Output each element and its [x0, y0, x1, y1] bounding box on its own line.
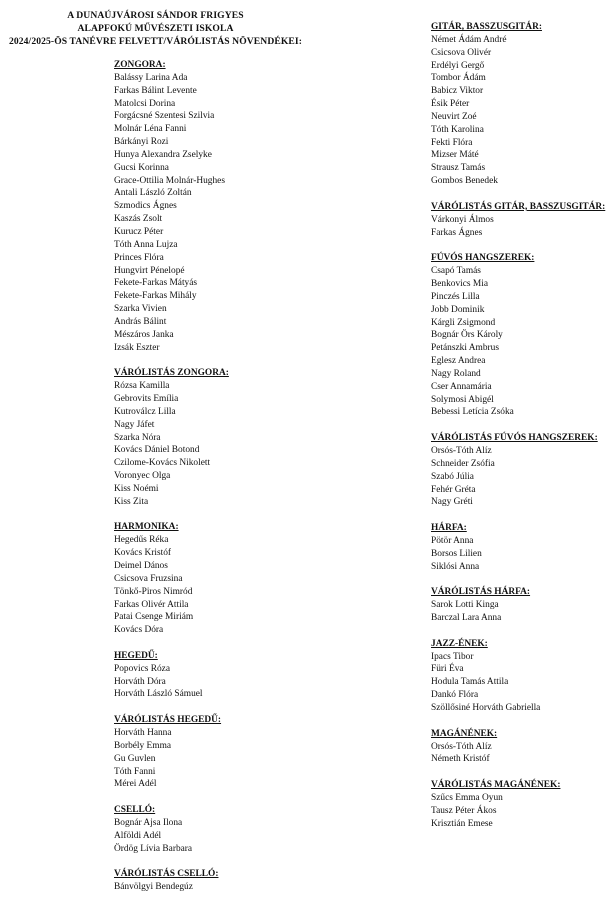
- student-name: Gu Guvlen: [114, 753, 156, 764]
- section-title: JAZZ-ÉNEK:: [431, 638, 488, 649]
- student-name: Ésik Péter: [431, 99, 470, 110]
- student-name: Princes Flóra: [114, 252, 164, 263]
- student-name: Hunya Alexandra Zselyke: [114, 149, 212, 160]
- student-list: [431, 599, 609, 625]
- student-name: Barczal Lara Anna: [431, 613, 502, 624]
- left-column: [114, 59, 314, 894]
- student-name: Szöllősiné Horváth Gabriella: [431, 703, 541, 713]
- student-name: Cser Annamária: [431, 381, 492, 392]
- document-header: [8, 9, 303, 48]
- student-list: [114, 727, 314, 791]
- section-zongora: [114, 59, 314, 354]
- student-name: Gebrovits Emília: [114, 393, 179, 404]
- section-varolistas-harfa: [431, 586, 609, 625]
- student-list: [114, 881, 314, 894]
- section-title: VÁRÓLISTÁS MAGÁNÉNEK:: [431, 780, 561, 791]
- student-name: Farkas Bálint Levente: [114, 85, 197, 96]
- student-name: Bognár Ajsa Ilona: [114, 818, 183, 829]
- section-varolistas-fuvos-hangszerek: [431, 432, 609, 509]
- student-name: Borbély Emma: [114, 740, 172, 751]
- student-list: [114, 72, 314, 355]
- student-name: Horváth Hanna: [114, 728, 172, 739]
- student-name: Kiss Zita: [114, 496, 149, 507]
- section-hegedu: [114, 650, 314, 701]
- student-name: Forgácsné Szentesi Szilvia: [114, 111, 215, 122]
- student-name: Kárgli Zsigmond: [431, 317, 496, 328]
- student-name: Tóth Anna Lujza: [114, 239, 178, 250]
- student-name: Siklósi Anna: [431, 561, 480, 572]
- student-name: Várkonyi Álmos: [431, 214, 494, 225]
- student-name: Szarka Nóra: [114, 432, 161, 443]
- header-list-title: 2024/2025-ÖS TANÉVRE FELVETT/VÁRÓLISTÁS NÖVENDÉKEI:: [8, 36, 303, 47]
- section-harmonika: [114, 521, 314, 637]
- student-name: Czilome-Kovács Nikolett: [114, 458, 211, 469]
- student-name: Balássy Larina Ada: [114, 72, 188, 83]
- section-varolistas-maganenek: [431, 779, 609, 830]
- section-title: VÁRÓLISTÁS ZONGORA:: [114, 368, 229, 379]
- student-name: Fekti Flóra: [431, 137, 473, 148]
- section-jazz-enek: [431, 638, 609, 715]
- section-csello: [114, 804, 314, 855]
- student-name: Bánvölgyi Bendegúz: [114, 882, 193, 893]
- section-title: MAGÁNÉNEK:: [431, 728, 498, 739]
- student-list: [431, 34, 609, 188]
- student-name: Szarka Vivien: [114, 304, 167, 315]
- student-list: [431, 741, 609, 767]
- section-title: VÁRÓLISTÁS FÚVÓS HANGSZEREK:: [431, 433, 598, 444]
- header-school-city: A DUNAÚJVÁROSI SÁNDOR FRIGYES: [67, 10, 244, 21]
- student-list: [114, 380, 314, 508]
- student-name: Fekete-Farkas Mihály: [114, 291, 197, 302]
- student-name: Jobb Dominik: [431, 304, 485, 315]
- student-name: Horváth Dóra: [114, 676, 166, 687]
- student-name: Ördög Lívia Barbara: [114, 843, 193, 854]
- student-name: Füri Éva: [431, 664, 464, 675]
- student-list: [114, 663, 314, 702]
- student-name: Erdélyi Gergő: [431, 60, 485, 71]
- student-name: Schneider Zsófia: [431, 458, 495, 469]
- section-fuvos-hangszerek: [431, 252, 609, 419]
- student-list: [431, 792, 609, 831]
- student-name: Gucsi Korinna: [114, 162, 169, 173]
- section-varolistas-hegedu: [114, 714, 314, 791]
- student-name: Csicsova Olivér: [431, 47, 492, 58]
- student-name: Nagy Roland: [431, 368, 481, 379]
- student-name: Kovács Dániel Botond: [114, 445, 200, 456]
- student-list: [431, 265, 609, 419]
- student-list: [114, 534, 314, 637]
- student-name: Nagy Jáfet: [114, 419, 155, 430]
- student-name: Farkas Ágnes: [431, 227, 483, 238]
- section-title: VÁRÓLISTÁS CSELLÓ:: [114, 869, 219, 880]
- section-title: HARMONIKA:: [114, 522, 179, 533]
- student-name: Mészáros Janka: [114, 329, 174, 340]
- student-name: Kaszás Zsolt: [114, 214, 163, 225]
- student-list: [431, 651, 609, 715]
- student-name: Bognár Örs Károly: [431, 330, 503, 341]
- student-name: Kiss Noémi: [114, 483, 159, 494]
- student-name: Dankó Flóra: [431, 690, 479, 701]
- student-name: Pötör Anna: [431, 535, 474, 546]
- student-name: Izsák Eszter: [114, 342, 160, 353]
- student-list: [431, 214, 609, 240]
- student-name: Kutroválcz Lilla: [114, 406, 176, 417]
- student-name: Németh Kristóf: [431, 754, 490, 765]
- student-name: Rózsa Kamilla: [114, 381, 170, 392]
- student-name: Orsós-Tóth Alíz: [431, 741, 492, 752]
- student-name: Tóth Karolina: [431, 124, 484, 135]
- section-gitar-basszusgitar: [431, 21, 609, 188]
- student-name: Benkovics Mia: [431, 278, 489, 289]
- section-varolistas-zongora: [114, 367, 314, 508]
- student-name: Alföldi Adél: [114, 830, 162, 841]
- student-name: Borsos Lilien: [431, 548, 482, 559]
- student-name: Hodula Tamás Attila: [431, 677, 509, 688]
- student-name: Hungvirt Pénelopé: [114, 265, 185, 276]
- student-name: Patai Csenge Miriám: [114, 612, 194, 623]
- student-name: Voronyec Olga: [114, 471, 171, 482]
- student-name: Kovács Dóra: [114, 625, 164, 636]
- section-varolistas-csello: [114, 868, 314, 894]
- student-name: Fehér Gréta: [431, 484, 476, 495]
- student-name: Szabó Júlia: [431, 471, 474, 482]
- student-name: Bárkányi Rozi: [114, 137, 169, 148]
- student-name: Tausz Péter Ákos: [431, 805, 497, 816]
- section-title: CSELLÓ:: [114, 805, 156, 816]
- student-name: Neuvirt Zoé: [431, 111, 477, 122]
- student-name: Babicz Viktor: [431, 86, 484, 97]
- student-name: Hegedűs Réka: [114, 535, 169, 546]
- student-name: Tönkő-Piros Nimród: [114, 586, 193, 597]
- section-maganenek: [431, 728, 609, 767]
- student-name: Grace-Ottilia Molnár-Hughes: [114, 175, 225, 186]
- student-name: Horváth László Sámuel: [114, 689, 203, 700]
- student-name: Matolcsi Dorina: [114, 98, 176, 109]
- student-name: Strausz Tamás: [431, 163, 486, 174]
- right-column: [431, 21, 609, 831]
- student-name: Kurucz Péter: [114, 226, 164, 237]
- student-name: Farkas Olivér Attila: [114, 599, 189, 610]
- student-name: Szűcs Emma Oyun: [431, 793, 503, 803]
- section-title: VÁRÓLISTÁS GITÁR, BASSZUSGITÁR:: [431, 201, 606, 212]
- student-list: [431, 535, 609, 574]
- student-name: Pinczés Lilla: [431, 291, 480, 302]
- section-varolistas-gitar-basszusgitar: [431, 201, 609, 240]
- section-harfa: [431, 522, 609, 573]
- student-name: Nagy Gréti: [431, 497, 473, 508]
- section-title: ZONGORA:: [114, 60, 166, 70]
- student-name: Tóth Fanni: [114, 766, 156, 777]
- student-name: Deimel Dános: [114, 561, 168, 571]
- student-name: Bebessi Letícia Zsóka: [431, 407, 514, 418]
- student-name: Mérei Adél: [114, 779, 157, 790]
- student-name: Gombos Benedek: [431, 176, 498, 187]
- student-name: Fekete-Farkas Mátyás: [114, 278, 198, 289]
- section-title: VÁRÓLISTÁS HEGEDŰ:: [114, 715, 222, 726]
- student-list: [114, 817, 314, 856]
- student-name: Kovács Kristóf: [114, 548, 172, 559]
- section-title: HEGEDŰ:: [114, 650, 158, 661]
- student-name: Solymosi Abigél: [431, 394, 494, 405]
- student-name: Eglesz Andrea: [431, 356, 486, 367]
- student-name: Mizser Máté: [431, 150, 479, 161]
- student-name: Tombor Ádám: [431, 73, 486, 84]
- section-title: HÁRFA:: [431, 523, 467, 534]
- student-name: Krisztián Emese: [431, 818, 493, 829]
- student-name: Orsós-Tóth Alíz: [431, 445, 492, 456]
- section-title: GITÁR, BASSZUSGITÁR:: [431, 22, 542, 32]
- header-school-type: ALAPFOKÚ MŰVÉSZETI ISKOLA: [77, 23, 234, 34]
- student-name: Petánszki Ambrus: [431, 343, 499, 354]
- section-title: FÚVÓS HANGSZEREK:: [431, 253, 535, 264]
- section-title: VÁRÓLISTÁS HÁRFA:: [431, 587, 531, 598]
- student-name: Molnár Léna Fanni: [114, 124, 187, 135]
- student-name: Csapó Tamás: [431, 266, 481, 277]
- student-name: Sarok Lotti Kinga: [431, 600, 499, 611]
- student-name: Szmodics Ágnes: [114, 201, 177, 212]
- student-name: Antali László Zoltán: [114, 188, 192, 199]
- student-name: Csicsova Fruzsina: [114, 573, 183, 584]
- student-name: Ipacs Tibor: [431, 651, 474, 662]
- student-list: [431, 445, 609, 509]
- student-name: Popovics Róza: [114, 663, 170, 674]
- student-name: Német Ádám André: [431, 34, 507, 45]
- student-name: András Bálint: [114, 316, 167, 327]
